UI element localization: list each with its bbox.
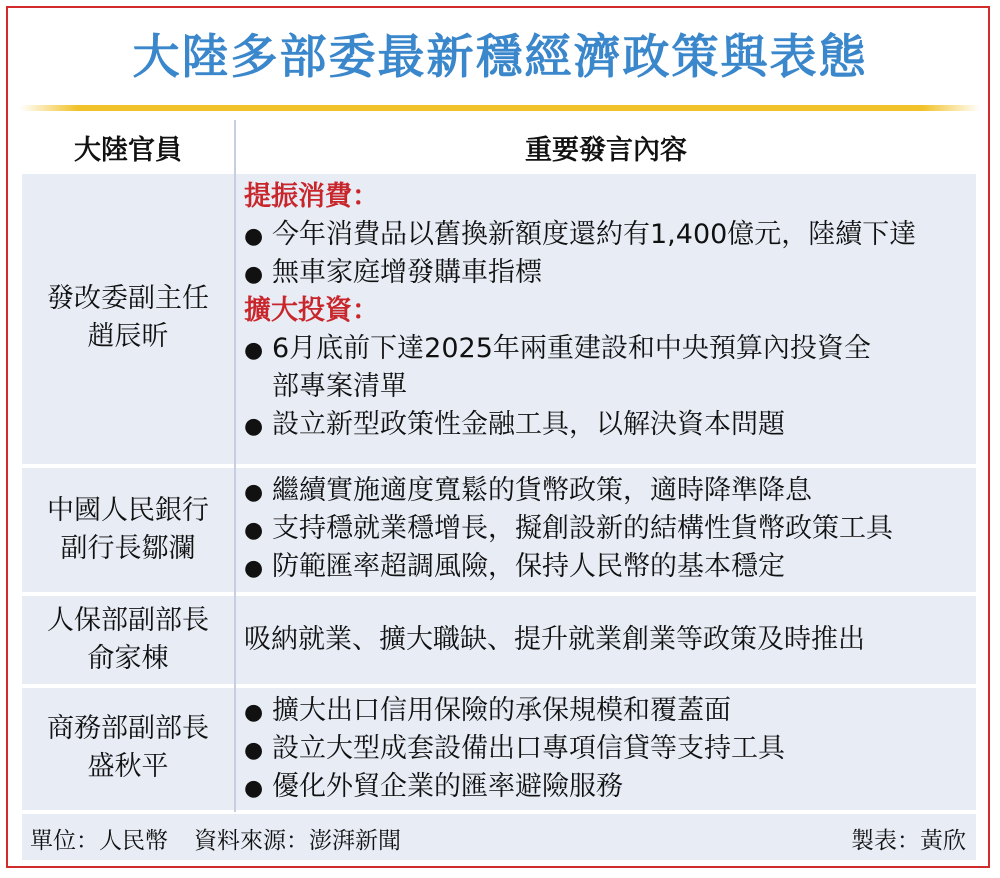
- bullet-icon: ●: [244, 776, 264, 801]
- source-note: 資料來源：澎湃新聞: [194, 828, 401, 854]
- page-title: 大陸多部委最新穩經濟政策與表態: [132, 30, 868, 85]
- list-item-text: 擴大出口信用保險的承保規模和覆蓋面: [272, 695, 731, 726]
- bullet-icon: ●: [244, 518, 264, 543]
- table-header: [22, 120, 976, 172]
- maker-note: 製表：黃欣: [851, 828, 966, 854]
- list-item: [244, 472, 970, 510]
- bullet-icon: ●: [244, 556, 264, 581]
- list-item: [244, 254, 970, 292]
- list-item: [244, 406, 970, 444]
- list-item-text: 支持穩就業穩增長，擬創設新的結構性貨幣政策工具: [272, 513, 893, 544]
- official-person: 盛秋平: [87, 751, 169, 782]
- list-item-text: 防範匯率超調風險，保持人民幣的基本穩定: [272, 551, 785, 582]
- list-item-text: 無車家庭增發購車指標: [272, 257, 542, 288]
- list-item-continuation: [244, 368, 970, 406]
- bullet-icon: ●: [244, 700, 264, 725]
- statement-list: [244, 692, 970, 806]
- list-item: [244, 730, 970, 768]
- list-item-text: 今年消費品以舊換新額度還約有1,400億元，陸續下達: [272, 219, 917, 250]
- list-item: [244, 216, 970, 254]
- footer-bar: [22, 814, 976, 860]
- official-name: [22, 602, 234, 678]
- statement-list: [244, 178, 970, 444]
- column-divider: [234, 120, 236, 812]
- official-title: 發改委副主任: [47, 283, 209, 314]
- official-title: 人保部副部長: [47, 605, 209, 636]
- list-item: [244, 768, 970, 806]
- list-item-text: 優化外貿企業的匯率避險服務: [272, 771, 623, 802]
- bullet-icon: ●: [244, 338, 264, 363]
- unit-note: 單位：人民幣: [30, 828, 168, 854]
- footer-notes: [30, 822, 427, 855]
- section-heading: 提振消費：: [244, 181, 379, 212]
- title-divider: [20, 105, 980, 111]
- statement-list: [244, 621, 970, 659]
- official-name: [22, 710, 234, 786]
- header-statements: 重要發言內容: [525, 135, 687, 166]
- bullet-icon: ●: [244, 262, 264, 287]
- list-item: 吸納就業、擴大職缺、提升就業創業等政策及時推出: [244, 624, 865, 655]
- bullet-icon: ●: [244, 224, 264, 249]
- bullet-icon: ●: [244, 414, 264, 439]
- header-officials: 大陸官員: [74, 135, 182, 166]
- official-person: 趙辰昕: [87, 321, 169, 352]
- list-item-text: 部專案清單: [272, 371, 407, 402]
- table-row: [22, 468, 976, 592]
- table-row: [22, 688, 976, 810]
- official-title: 中國人民銀行: [47, 495, 209, 526]
- list-item-text: 設立新型政策性金融工具，以解決資本問題: [272, 409, 785, 440]
- bullet-icon: ●: [244, 738, 264, 763]
- list-item: [244, 330, 970, 368]
- table-row: [22, 596, 976, 684]
- list-item: [244, 548, 970, 586]
- list-item: [244, 692, 970, 730]
- list-item-text: 設立大型成套設備出口專項信貸等支持工具: [272, 733, 785, 764]
- section-heading: 擴大投資：: [244, 295, 379, 326]
- official-name: [22, 492, 234, 568]
- list-item-text: 繼續實施適度寬鬆的貨幣政策，適時降準降息: [272, 475, 812, 506]
- statement-list: [244, 472, 970, 586]
- official-person: 俞家棟: [87, 643, 169, 674]
- official-person: 副行長鄒瀾: [60, 533, 196, 564]
- list-item-text: 6月底前下達2025年兩重建設和中央預算內投資全: [272, 333, 871, 364]
- table-row: [22, 174, 976, 464]
- list-item: [244, 510, 970, 548]
- official-title: 商務部副部長: [47, 713, 209, 744]
- official-name: [22, 280, 234, 356]
- bullet-icon: ●: [244, 480, 264, 505]
